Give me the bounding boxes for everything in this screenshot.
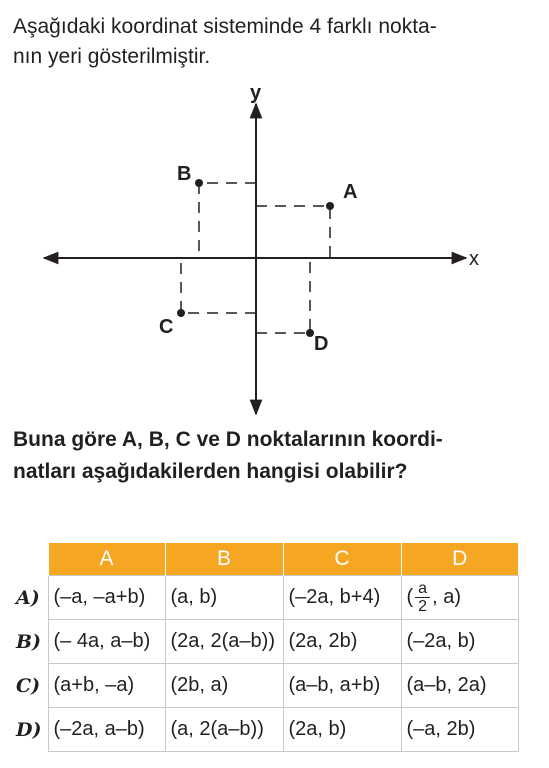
header-spacer [0, 543, 48, 576]
option-label[interactable]: C) [16, 674, 41, 697]
header-a: A [48, 543, 165, 576]
answer-cell: (2b, a) [165, 664, 283, 708]
option-label[interactable]: B) [16, 630, 42, 653]
answer-cell: (–2a, b) [401, 620, 518, 664]
intro-line-2: nın yeri gösterilmiştir. [13, 45, 211, 68]
fraction-denominator: 2 [418, 598, 428, 615]
question-line-1: Buna göre A, B, C ve D noktalarının koordi- [13, 428, 443, 451]
fraction-suffix: , a) [432, 585, 461, 608]
answer-cell: (a–b, 2a) [401, 664, 518, 708]
point-d [306, 329, 314, 337]
option-row-b[interactable] [0, 620, 518, 664]
question-line-2: natları aşağıdakilerden hangisi olabilir? [13, 460, 408, 483]
point-c-label: C [159, 316, 174, 338]
header-b: B [165, 543, 283, 576]
question-text [13, 424, 543, 488]
answer-cell: (–a, 2b) [401, 708, 518, 752]
option-label[interactable]: A) [16, 586, 40, 609]
answer-cell: (2a, b) [283, 708, 401, 752]
answer-cell: (a–b, a+b) [283, 664, 401, 708]
header-c: C [283, 543, 401, 576]
answer-cell: (a, 2(a–b)) [165, 708, 283, 752]
point-a [326, 202, 334, 210]
answer-cell: (2a, 2b) [283, 620, 401, 664]
answer-cell: (a+b, –a) [48, 664, 165, 708]
option-row-a[interactable] [0, 576, 518, 620]
intro-text [13, 12, 543, 72]
point-a-label: A [343, 181, 358, 203]
intro-line-1: Aşağıdaki koordinat sisteminde 4 farklı nokta- [13, 15, 437, 38]
answer-cell-fraction [401, 576, 518, 620]
answer-table-header [0, 543, 518, 576]
point-b [195, 179, 203, 187]
answer-cell: (2a, 2(a–b)) [165, 620, 283, 664]
fraction [415, 580, 430, 615]
option-row-d[interactable] [0, 708, 518, 752]
option-row-c[interactable] [0, 664, 518, 708]
y-axis-label: y [250, 82, 262, 104]
answer-cell: (– 4a, a–b) [48, 620, 165, 664]
fraction-numerator: a [415, 580, 430, 598]
x-axis-label: x [469, 248, 479, 270]
answer-cell: (–2a, a–b) [48, 708, 165, 752]
option-label[interactable]: D) [16, 718, 42, 741]
answer-cell: (–2a, b+4) [283, 576, 401, 620]
point-d-label: D [314, 333, 329, 355]
fraction-prefix: ( [406, 585, 414, 608]
answer-cell: (a, b) [165, 576, 283, 620]
answer-table [0, 543, 519, 752]
answer-cell: (–a, –a+b) [48, 576, 165, 620]
header-d: D [401, 543, 518, 576]
point-c [177, 309, 185, 317]
coordinate-graph [0, 76, 549, 421]
point-b-label: B [177, 163, 192, 185]
